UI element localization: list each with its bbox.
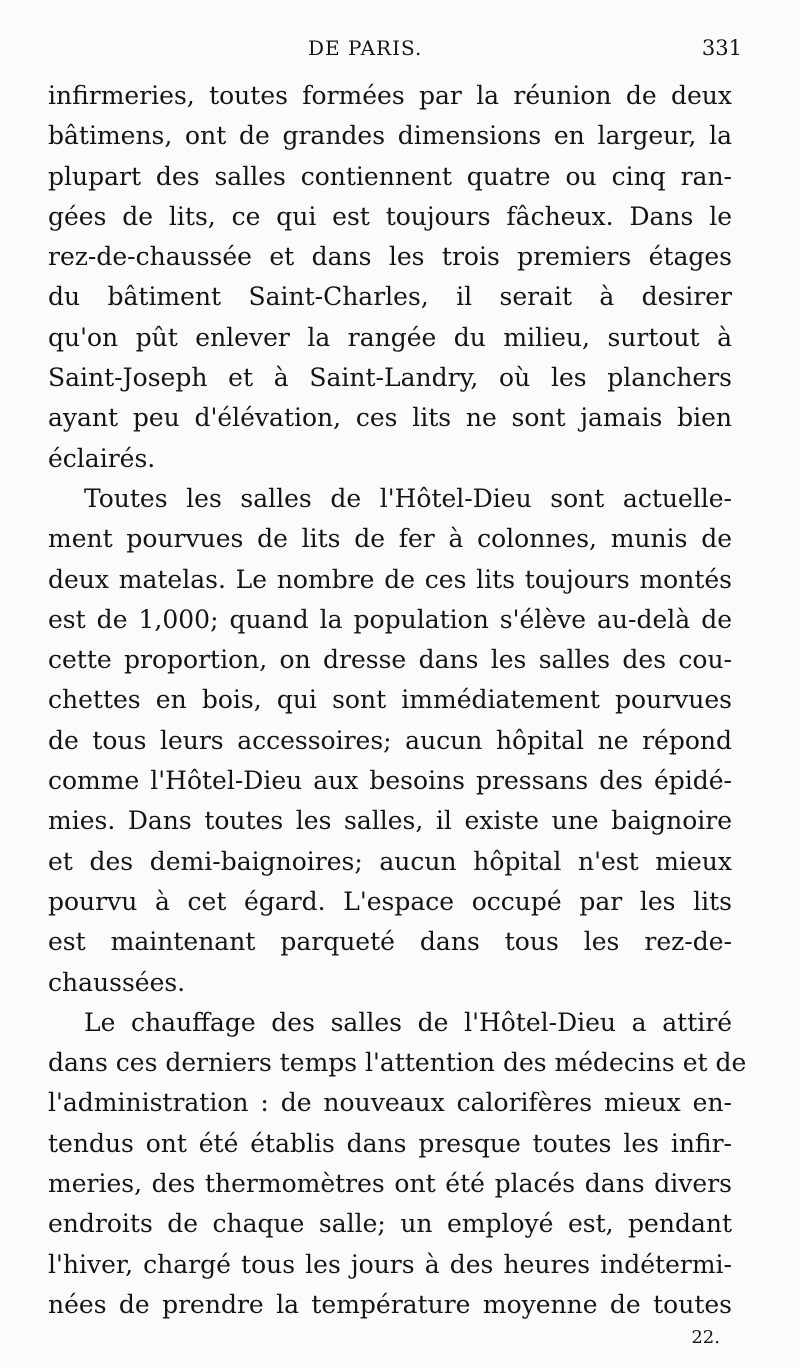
text-line: plupart des salles contiennent quatre ou cinq ran- xyxy=(48,161,732,191)
text-line: tendus ont été établis dans presque toutes les infir- xyxy=(48,1128,732,1158)
paragraph-start-line: Toutes les salles de l'Hôtel-Dieu sont actuelle- xyxy=(84,483,732,513)
text-line: l'hiver, chargé tous les jours à des heures indétermi- xyxy=(48,1249,732,1279)
text-line: dans ces derniers temps l'attention des médecins et de xyxy=(48,1048,747,1078)
text-line: bâtimens, ont de grandes dimensions en largeur, la xyxy=(48,121,732,151)
text-line: du bâtiment Saint-Charles, il serait à desirer xyxy=(48,282,732,312)
paragraph-start-line: Le chauffage des salles de l'Hôtel-Dieu a attiré xyxy=(84,1007,732,1037)
text-line: chettes en bois, qui sont immédiatement pourvues xyxy=(48,685,732,715)
text-line: rez-de-chaussée et dans les trois premiers étages xyxy=(48,242,732,272)
text-line: de tous leurs accessoires; aucun hôpital ne répond xyxy=(48,725,732,755)
text-line: l'administration : de nouveaux calorifères mieux en- xyxy=(48,1088,732,1118)
text-line: cette proportion, on dresse dans les salles des cou- xyxy=(48,645,732,675)
text-line: gées de lits, ce qui est toujours fâcheux. Dans le xyxy=(48,201,732,231)
text-line: est maintenant parqueté dans tous les rez-de- xyxy=(48,927,732,957)
text-line: ment pourvues de lits de fer à colonnes, munis de xyxy=(48,524,732,554)
running-head-title: DE PARIS. xyxy=(308,36,423,60)
text-line: Saint-Joseph et à Saint-Landry, où les planchers xyxy=(48,363,732,393)
text-line: comme l'Hôtel-Dieu aux besoins pressans des épidé- xyxy=(48,766,732,796)
text-line: ayant peu d'élévation, ces lits ne sont jamais bien xyxy=(48,403,732,433)
text-line: nées de prendre la température moyenne de toutes xyxy=(48,1289,732,1319)
text-line: qu'on pût enlever la rangée du milieu, surtout à xyxy=(48,322,732,352)
running-head xyxy=(0,36,800,66)
page-number: 331 xyxy=(701,36,742,60)
text-line: infirmeries, toutes formées par la réunion de deux xyxy=(48,81,732,110)
text-line: deux matelas. Le nombre de ces lits toujours montés xyxy=(48,564,732,594)
text-line: éclairés. xyxy=(48,443,156,473)
text-line: meries, des thermomètres ont été placés dans divers xyxy=(48,1169,732,1199)
text-line: est de 1,000; quand la population s'élève au-delà de xyxy=(48,604,732,634)
text-line: mies. Dans toutes les salles, il existe une baignoire xyxy=(48,806,732,836)
text-line: pourvu à cet égard. L'espace occupé par les lits xyxy=(48,886,732,916)
text-line: chaussées. xyxy=(48,967,186,997)
text-line: endroits de chaque salle; un employé est, pendant xyxy=(48,1209,732,1239)
body-text xyxy=(48,76,747,1325)
text-line: et des demi-baignoires; aucun hôpital n'est mieux xyxy=(48,846,732,876)
signature-mark: 22. xyxy=(691,1327,720,1348)
